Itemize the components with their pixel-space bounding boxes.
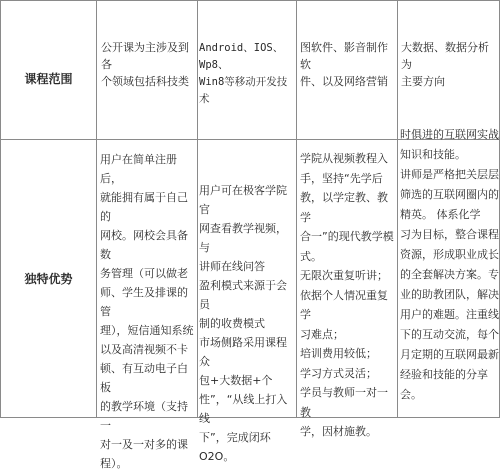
table-border-top <box>0 0 500 1</box>
cell-advantage-col4: 时俱进的互联网实战 知识和技能。 讲师是严格把关层层 筛选的互联网圈内的 精英。 体系化学 习为目标，整合课程 资源，形成职业成长 的全套解决方案。专 业的助教团队，解决 用户的难题。注重线 下的互动交流，每个 月定期的互联网最新 经验和技能的分享 会。 <box>400 128 499 401</box>
cell-advantage-col3: 学院从视频教程入 手，坚持“先学后 教，以学定教、教学 合一”的现代教学模 式。 无限次重复听讲； 依据个人情况重复学 习难点； 培训费用较低； 学习方式灵活； 学员与教师一对一教 学，因材施教。 <box>300 152 394 438</box>
cell-course-scope-col2: Android、IOS、Wp8、 Win8等移动开发技术 <box>199 42 288 105</box>
cell-course-scope-col3: 图软件、影音制作软 件、以及网络营销 <box>300 41 388 88</box>
cell-advantage-col1: 用户在简单注册后， 就能拥有属于自己的 网校。网校会具备数 务管理（可以做老 师、学生及排课的管 理），短信通知系统 以及高清视频不卡 顿、有互动电子白板 的教学环境（支持一 对一及一对多的课 程）。 <box>100 153 194 470</box>
table-border-left <box>0 0 1 418</box>
row-label-course-scope: 课程范围 <box>24 72 73 86</box>
cell-course-scope-col1: 公开课为主涉及到各 个领域包括科技类 <box>101 41 189 88</box>
col-divider-4 <box>397 0 398 418</box>
row-label-unique-advantage: 独特优势 <box>24 272 73 286</box>
cell-advantage-col2: 用户可在极客学院官 网查看教学视频，与 讲师在线问答 盈利模式来源于会员 制的收费模式 市场侧路采用课程众 包+大数据+个 性”，“从线上打入线 下”，完成闭环O2O。 <box>199 184 288 463</box>
col-divider-2 <box>197 0 198 418</box>
cell-course-scope-col4: 大数据、数据分析为 主要方向 <box>401 41 489 88</box>
col-divider-1 <box>96 0 97 418</box>
